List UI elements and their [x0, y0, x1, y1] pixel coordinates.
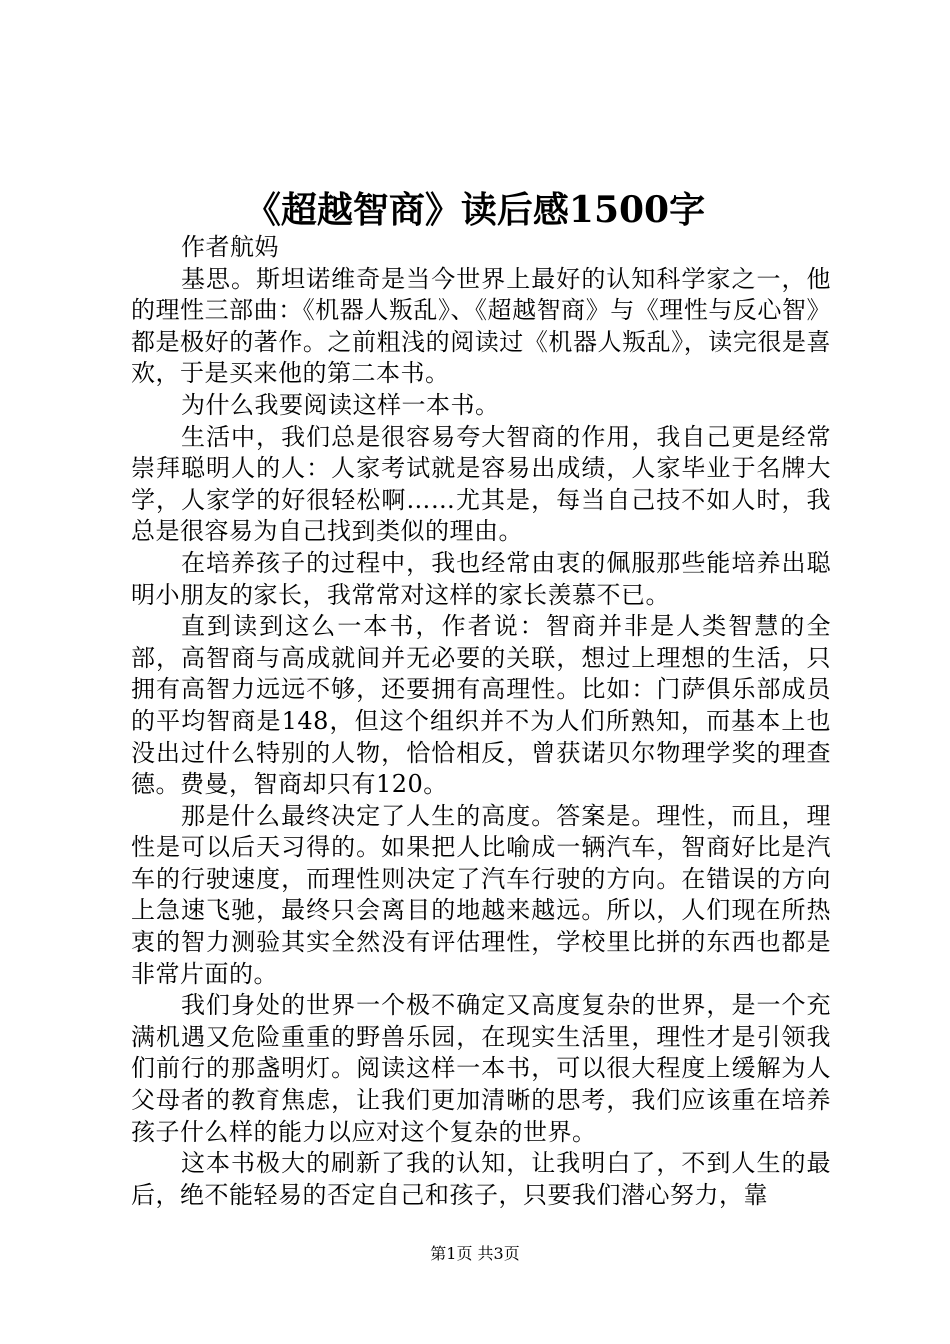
author-line: 作者航妈 [181, 233, 279, 261]
paragraph: 基思。斯坦诺维奇是当今世界上最好的认知科学家之一，他的理性三部曲：《机器人叛乱》、《超越智商》与《理性与反心智》都是极好的著作。之前粗浅的阅读过《机器人叛乱》，读完很是喜欢，于是买来他的第二本书。 [131, 264, 831, 388]
paragraph: 这本书极大的刷新了我的认知，让我明白了，不到人生的最后，绝不能轻易的否定自己和孩子，只要我们潜心努力，靠 [131, 1149, 831, 1209]
paragraph: 我们身处的世界一个极不确定又高度复杂的世界，是一个充满机遇又危险重重的野兽乐园，在现实生活里，理性才是引领我们前行的那盏明灯。阅读这样一本书，可以很大程度上缓解为人父母者的教育焦虑，让我们更加清晰的思考，我们应该重在培养孩子什么样的能力以应对这个复杂的世界。 [131, 991, 831, 1146]
paragraph: 为什么我要阅读这样一本书。 [181, 390, 500, 419]
paragraph: 那是什么最终决定了人生的高度。答案是。理性，而且，理性是可以后天习得的。如果把人比喻成一辆汽车，智商好比是汽车的行驶速度，而理性则决定了汽车行驶的方向。在错误的方向上急速飞驰，最终只会离目的地越来越远。所以，人们现在所热衷的智力测验其实全然没有评估理性，学校里比拼的东西也都是非常片面的。 [131, 801, 831, 988]
page-footer: 第1页 共3页 [430, 1244, 520, 1263]
document-body [131, 232, 831, 1211]
paragraph: 直到读到这么一本书，作者说：智商并非是人类智慧的全部，高智商与高成就间并无必要的关联，想过上理想的生活，只拥有高智力远远不够，还要拥有高理性。比如：门萨俱乐部成员的平均智商是148，但这个组织并不为人们所熟知，而基本上也没出过什么特别的人物，恰恰相反，曾获诺贝尔物理学奖的理查德。费曼，智商却只有120。 [131, 612, 831, 799]
document-title: 《超越智商》读后感1500字 [244, 189, 706, 231]
paragraph: 生活中，我们总是很容易夸大智商的作用，我自己更是经常崇拜聪明人的人：人家考试就是容易出成绩，人家毕业于名牌大学，人家学的好很轻松啊……尤其是，每当自己技不如人时，我总是很容易为自己找到类似的理由。 [131, 422, 831, 546]
paragraph: 在培养孩子的过程中，我也经常由衷的佩服那些能培养出聪明小朋友的家长，我常常对这样的家长羡慕不已。 [131, 548, 831, 609]
